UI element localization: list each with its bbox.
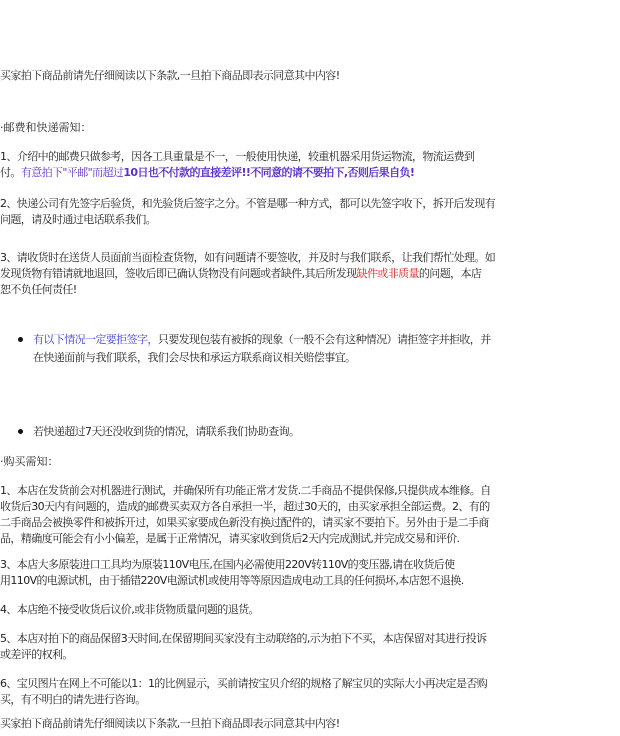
shipping-item-3-highlight: 缺件或非质量 <box>356 267 419 280</box>
shipping-item-1-pay-text: 付。 <box>0 166 21 179</box>
shipping-item-3-line-1: 3、请收货时在送货人员面前当面检查货物，如有问题请不要签收，并及时与我们联系，让我们帮忙处理。如 <box>0 251 496 264</box>
purchase-item-5-line-1: 5、本店对拍下的商品保留3天时间,在保留期间买家没有主动联络的,示为拍下不买，本店保留对其进行投诉 <box>0 632 487 645</box>
shipping-heading: ·邮费和快递需知： <box>0 121 92 134</box>
purchase-item-1-line-3: 二手商品会被换零件和被拆开过，如果买家要成色新没有换过配件的，请买家不要拍下。另外由于是二手商 <box>0 516 489 529</box>
shipping-bullet-1-lead: 有以下情况一定要拒签字， <box>33 333 158 346</box>
outro-text: 买家拍下商品前请先仔细阅读以下条款,一旦拍下商品即表示同意其中内容! <box>0 717 340 730</box>
shipping-bullet-1-line-1 <box>33 332 491 348</box>
intro-text: 买家拍下商品前请先仔细阅读以下条款,一旦拍下商品即表示同意其中内容! <box>0 69 340 82</box>
purchase-item-1-line-1: 1、本店在发货前会对机器进行测试，并确保所有功能正常才发货.二手商品不提供保修,只提供成本维修。自 <box>0 484 491 497</box>
shipping-bullet-1-line-2: 在快递面前与我们联系，我们会尽快和承运方联系商议相关赔偿事宜。 <box>33 351 356 364</box>
purchase-item-5-line-2: 或差评的权利。 <box>0 648 73 661</box>
shipping-bullet-2-text: 若快递超过7天还没收到货的情况，请联系我们协助查询。 <box>33 425 300 438</box>
shipping-item-1-line-2 <box>0 165 618 181</box>
purchase-item-3-line-1: 3、本店大多原装进口工具均为原装110V电压,在国内必需使用220V转110V的变压器,请在收货后使 <box>0 558 455 571</box>
shipping-item-3-text-a: 发现货物有错请就地退回，签收后即已确认货物没有问题或者缺件,其后所发现 <box>0 267 357 280</box>
purchase-heading: ·购买需知： <box>0 455 59 468</box>
purchase-item-1-line-4: 品，精确度可能会有小小偏差，是属于正常情况，请买家收到货后2天内完成测试,并完成交易和评价. <box>0 532 460 545</box>
purchase-item-1-line-2: 收货后30天内有问题的，造成的邮费买卖双方各自承担一半，超过30天的，由买家承担全部运费。2、有的 <box>0 500 490 513</box>
shipping-item-1-warning-a: 有意拍下"平邮"而超过 <box>20 166 124 179</box>
purchase-item-6-line-1: 6、宝贝图片在网上不可能以1：1的比例显示，买前请按宝贝介绍的规格了解宝贝的实际大小再决定是否购 <box>0 677 488 690</box>
shipping-item-3-line-2 <box>0 266 618 282</box>
shipping-bullet-1-text: 只要发现包装有被拆的现象（一般不会有这种情况）请拒签字并拒收，并 <box>157 333 491 346</box>
purchase-item-3-line-2: 用110V的电源试机，由于插错220V电源试机或使用等等原因造成电动工具的任何损坏,本店恕不退换. <box>0 574 464 587</box>
shipping-item-3-line-3: 恕不负任何责任! <box>0 283 77 296</box>
shipping-item-1-warning-days: 10 <box>123 166 138 179</box>
bullet-dot-icon <box>18 429 23 434</box>
shipping-item-1-warning-b: 日也不付款的直接差评!!不同意的请不要拍下,否则后果自负! <box>137 166 415 179</box>
shipping-item-2-line-1: 2、快递公司有先签字后验货，和先验货后签字之分。不管是哪一种方式，都可以先签字收下，拆开后发现有 <box>0 197 496 210</box>
bullet-dot-icon <box>18 337 23 342</box>
purchase-item-6-line-2: 买，有不明白的请先进行咨询。 <box>0 693 146 706</box>
purchase-item-4: 4、本店绝不接受收货后议价,或非货物质量问题的退货。 <box>0 603 259 616</box>
shipping-item-3-text-b: 的问题，本店 <box>418 267 482 280</box>
shipping-item-2-line-2: 问题，请及时通过电话联系我们。 <box>0 213 156 226</box>
shipping-item-1-line-1: 1、介绍中的邮费只做参考，因各工具重量是不一，一般使用快递，较重机器采用货运物流，物流运费到 <box>0 150 475 163</box>
